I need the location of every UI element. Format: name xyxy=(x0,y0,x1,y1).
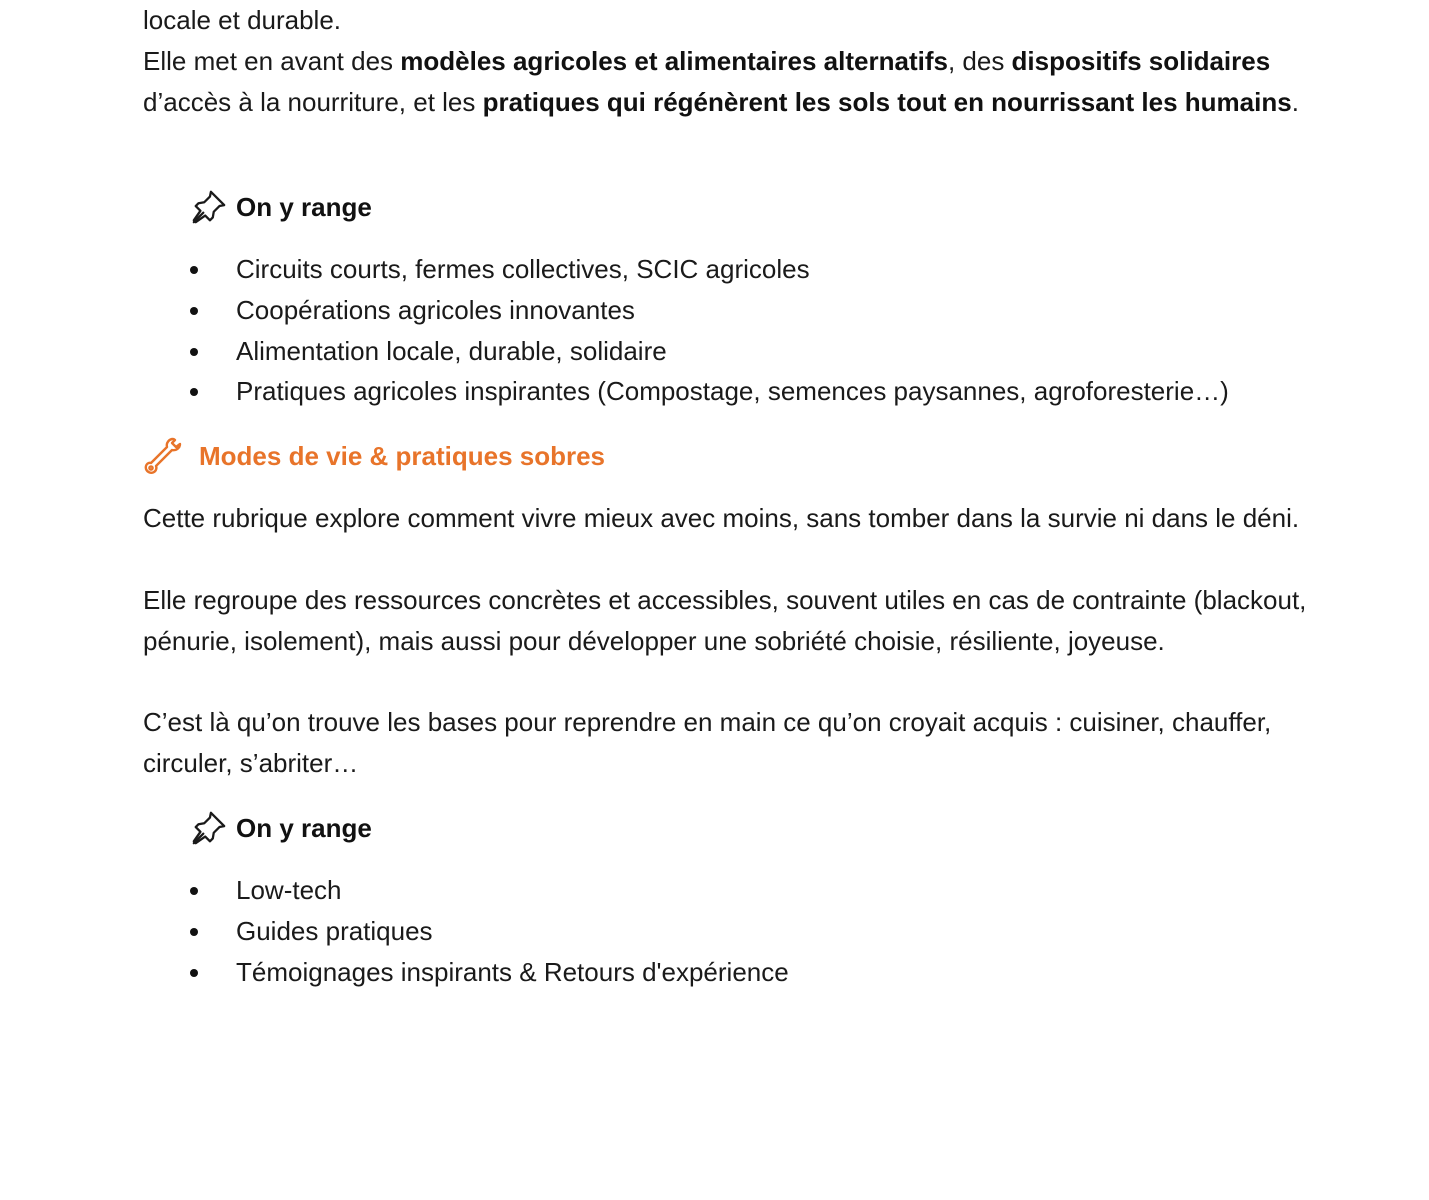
section-title: Modes de vie & pratiques sobres xyxy=(199,440,606,471)
bullet xyxy=(190,887,198,895)
bullet xyxy=(190,307,198,315)
list-item-text: Guides pratiques xyxy=(236,915,433,946)
section-paragraph-3: C’est là qu’on trouve les bases pour reprendre en main ce qu’on croyait acquis : cuisiner, chauffer, circuler, s’abriter… xyxy=(143,707,1272,778)
list-item xyxy=(190,371,1229,412)
intro-bold-practices: pratiques qui régénèrent les sols tout en nourrissant les humains xyxy=(482,86,1292,117)
intro-text: , des xyxy=(947,45,1012,76)
list-item-text: Coopérations agricoles innovantes xyxy=(236,294,635,325)
bullet xyxy=(190,928,198,936)
list2-heading-label: On y range xyxy=(236,812,372,843)
bullet xyxy=(190,969,198,977)
list-item-text: Témoignages inspirants & Retours d'expérience xyxy=(236,956,789,987)
list-item-text: Alimentation locale, durable, solidaire xyxy=(236,335,667,366)
list-item xyxy=(190,290,1229,331)
pushpin-icon xyxy=(190,188,228,226)
section-paragraph-1: Cette rubrique explore comment vivre mieux avec moins, sans tomber dans la survie ni dans le déni. xyxy=(143,503,1300,533)
intro-bold-solidarity: dispositifs solidaires xyxy=(1011,45,1271,76)
section-heading xyxy=(143,436,605,476)
list1-heading xyxy=(190,187,372,227)
bullet xyxy=(190,266,198,274)
list-item xyxy=(190,911,789,952)
list-item xyxy=(190,331,1229,372)
list1-heading-label: On y range xyxy=(236,191,372,222)
wrench-icon xyxy=(143,436,183,476)
intro-text: d’accès à la nourriture, et les xyxy=(143,86,483,117)
intro-paragraph xyxy=(143,0,1333,122)
list1 xyxy=(190,249,1229,412)
list2 xyxy=(190,870,789,992)
list-item xyxy=(190,249,1229,290)
pushpin-icon xyxy=(190,809,228,847)
bullet xyxy=(190,348,198,356)
list-item xyxy=(190,870,789,911)
intro-line-0: locale et durable. xyxy=(143,5,342,35)
intro-text: Elle met en avant des xyxy=(143,45,401,76)
list-item-text: Low-tech xyxy=(236,875,342,905)
list-item-text: Circuits courts, fermes collectives, SCIC agricoles xyxy=(236,254,810,284)
intro-bold-models: modèles agricoles et alimentaires alternatifs xyxy=(400,45,948,76)
list2-heading xyxy=(190,808,372,848)
intro-text: . xyxy=(1291,86,1299,117)
list-item-text: Pratiques agricoles inspirantes (Compostage, semences paysannes, agroforesterie…) xyxy=(236,376,1229,407)
section-paragraph-2: Elle regroupe des ressources concrètes et accessibles, souvent utiles en cas de contrainte (blackout, pénurie, isolement), mais aussi pour développer une sobriété choisie, résiliente, joyeuse. xyxy=(143,585,1307,656)
bullet xyxy=(190,388,198,396)
list-item xyxy=(190,952,789,993)
